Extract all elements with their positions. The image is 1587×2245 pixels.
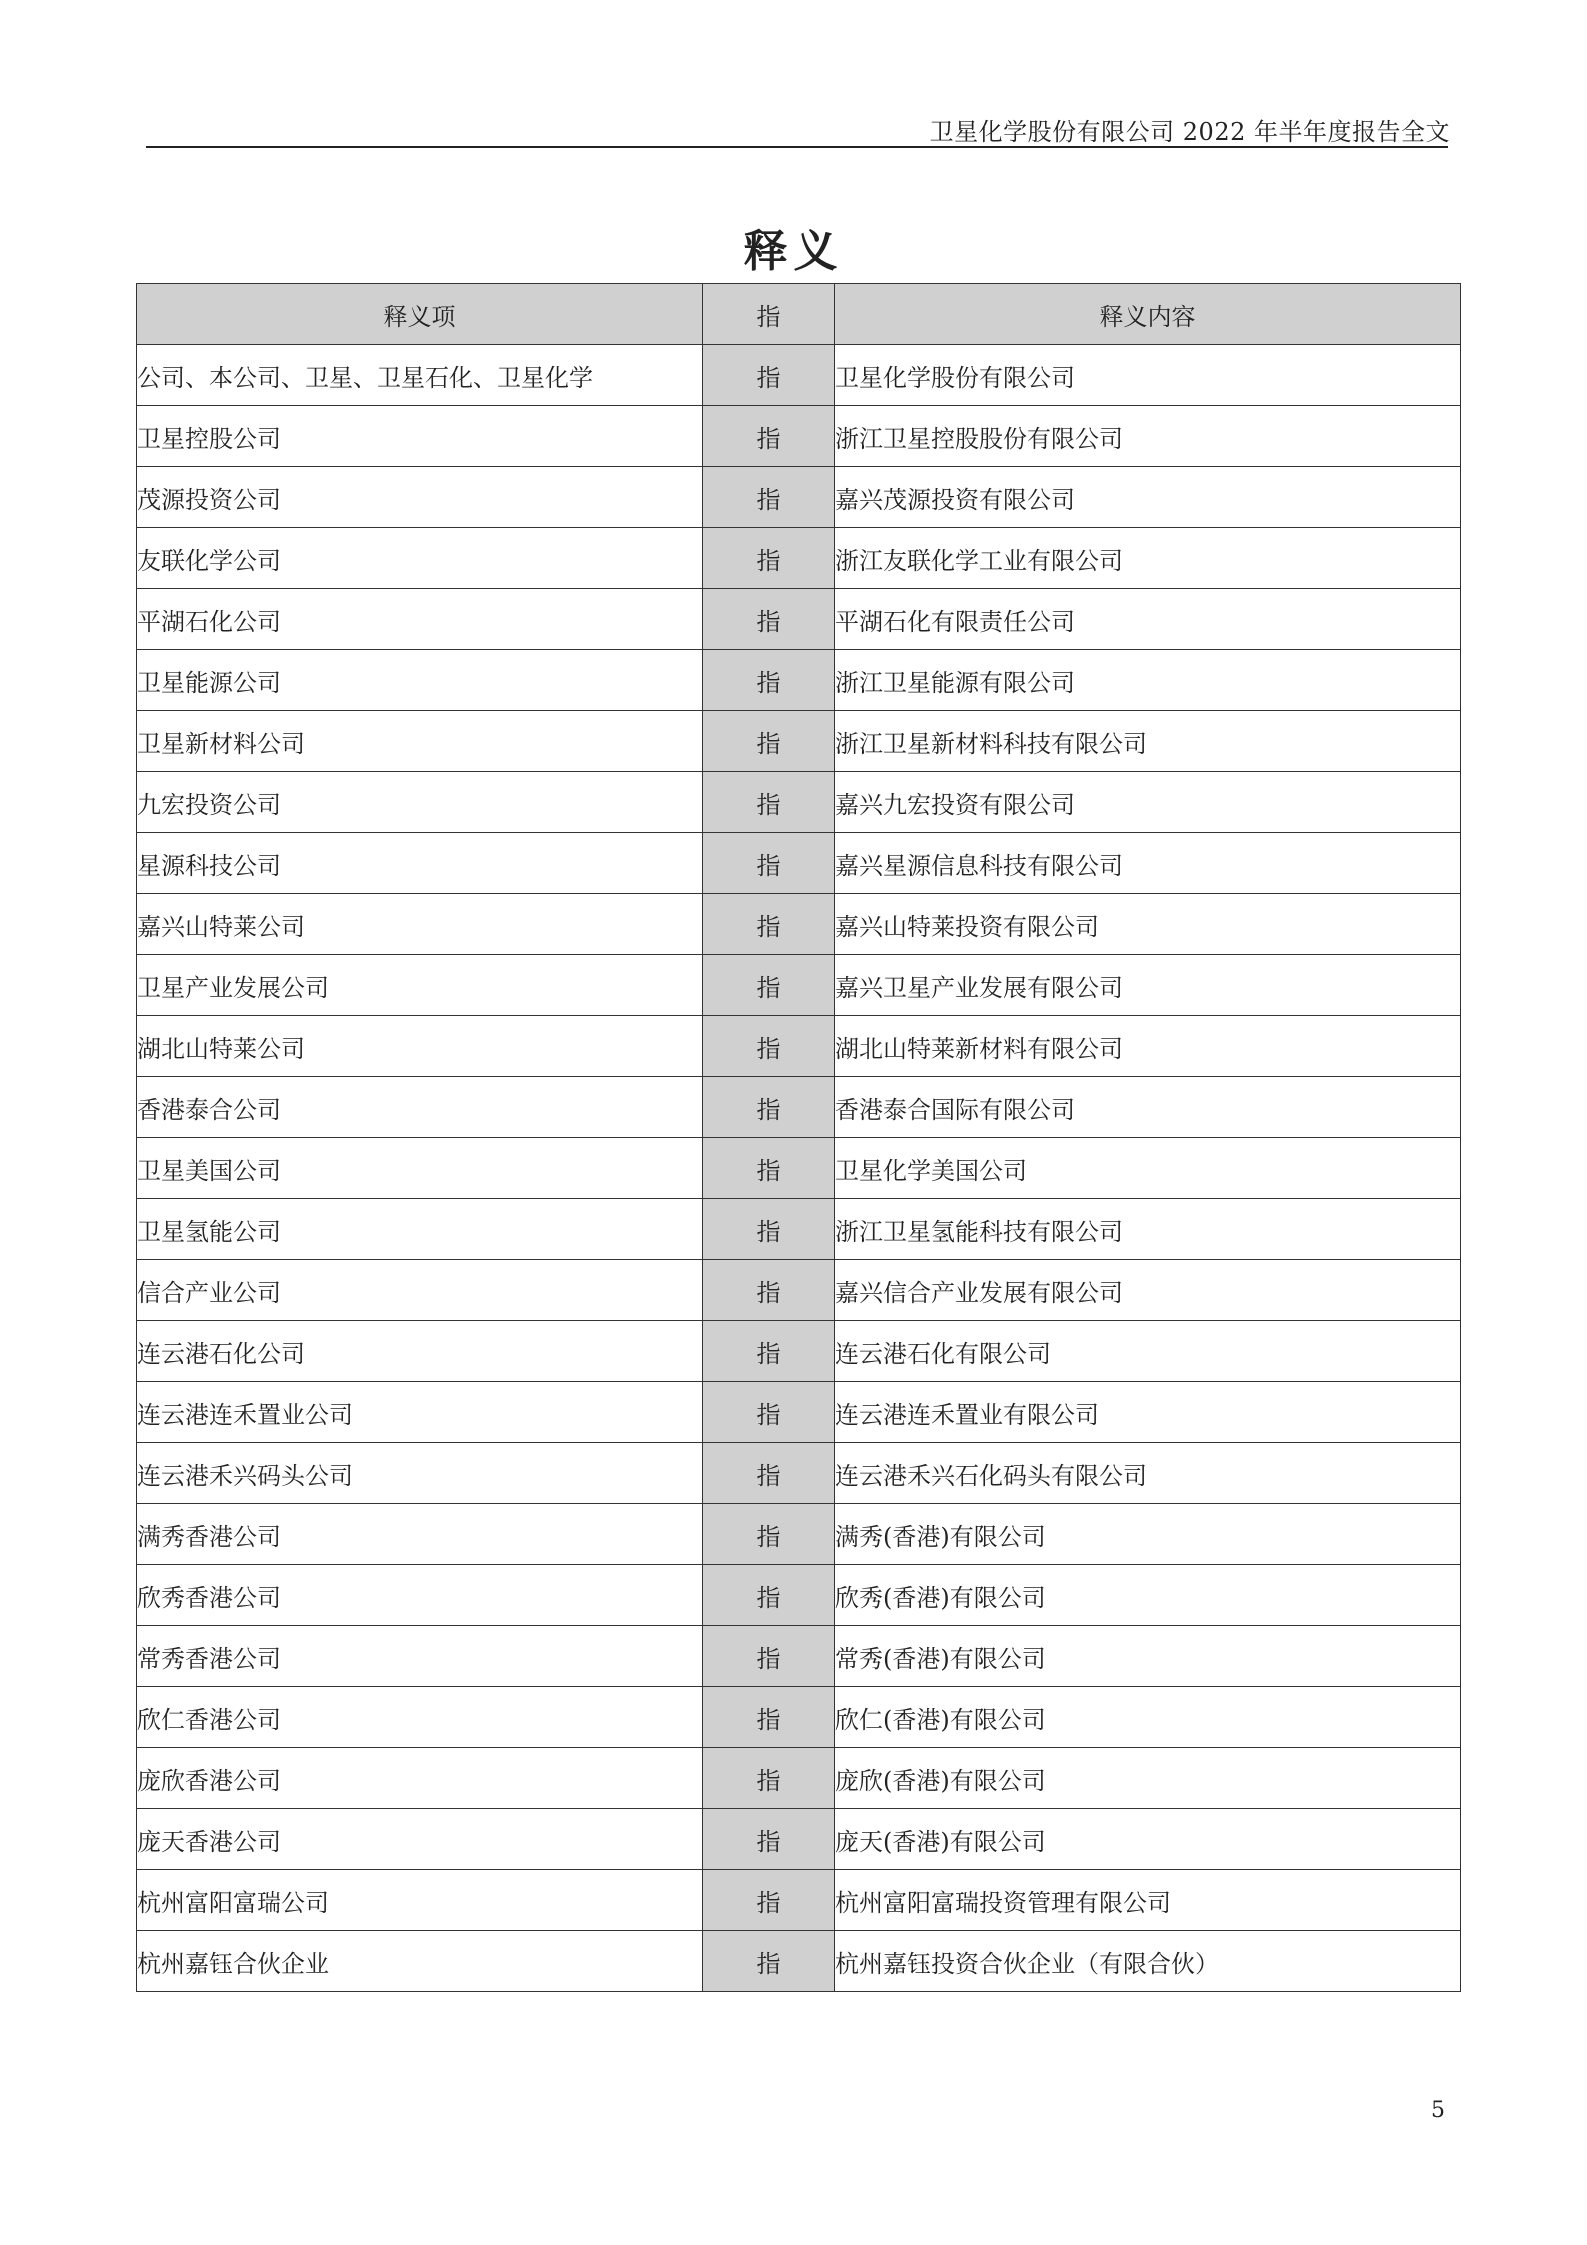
definition-term: 卫星能源公司: [137, 650, 703, 711]
definition-refers: 指: [703, 1809, 835, 1870]
definition-term: 香港泰合公司: [137, 1077, 703, 1138]
definition-refers: 指: [703, 955, 835, 1016]
definition-refers: 指: [703, 1443, 835, 1504]
definition-meaning: 卫星化学美国公司: [835, 1138, 1461, 1199]
definition-meaning: 嘉兴星源信息科技有限公司: [835, 833, 1461, 894]
table-row: [137, 528, 1461, 589]
definition-refers: 指: [703, 1321, 835, 1382]
table-row: [137, 1504, 1461, 1565]
definition-term: 卫星新材料公司: [137, 711, 703, 772]
table-row: [137, 467, 1461, 528]
table-row: [137, 1748, 1461, 1809]
definition-term: 友联化学公司: [137, 528, 703, 589]
definition-term: 信合产业公司: [137, 1260, 703, 1321]
definition-refers: 指: [703, 650, 835, 711]
definition-refers: 指: [703, 711, 835, 772]
table-row: [137, 894, 1461, 955]
definition-meaning: 欣秀(香港)有限公司: [835, 1565, 1461, 1626]
table-row: [137, 406, 1461, 467]
definition-refers: 指: [703, 1687, 835, 1748]
page-number: 5: [1431, 2098, 1445, 2123]
definition-term: 杭州富阳富瑞公司: [137, 1870, 703, 1931]
definition-term: 满秀香港公司: [137, 1504, 703, 1565]
definition-meaning: 嘉兴信合产业发展有限公司: [835, 1260, 1461, 1321]
column-header-term: 释义项: [137, 284, 703, 345]
table-row: [137, 1138, 1461, 1199]
table-row: [137, 1809, 1461, 1870]
definition-refers: 指: [703, 1626, 835, 1687]
definition-meaning: 浙江卫星新材料科技有限公司: [835, 711, 1461, 772]
table-row: [137, 1687, 1461, 1748]
definition-refers: 指: [703, 1870, 835, 1931]
definition-term: 常秀香港公司: [137, 1626, 703, 1687]
definition-meaning: 浙江卫星能源有限公司: [835, 650, 1461, 711]
definition-meaning: 庞天(香港)有限公司: [835, 1809, 1461, 1870]
definition-term: 卫星氢能公司: [137, 1199, 703, 1260]
definition-refers: 指: [703, 1016, 835, 1077]
table-header-row: [137, 284, 1461, 345]
definition-term: 欣仁香港公司: [137, 1687, 703, 1748]
definition-meaning: 连云港石化有限公司: [835, 1321, 1461, 1382]
definition-meaning: 常秀(香港)有限公司: [835, 1626, 1461, 1687]
definition-meaning: 嘉兴九宏投资有限公司: [835, 772, 1461, 833]
definition-refers: 指: [703, 1138, 835, 1199]
definition-meaning: 平湖石化有限责任公司: [835, 589, 1461, 650]
table-row: [137, 1443, 1461, 1504]
definition-term: 卫星美国公司: [137, 1138, 703, 1199]
table-row: [137, 1565, 1461, 1626]
definition-term: 连云港禾兴码头公司: [137, 1443, 703, 1504]
definition-term: 公司、本公司、卫星、卫星石化、卫星化学: [137, 345, 703, 406]
definition-refers: 指: [703, 1382, 835, 1443]
definition-term: 庞天香港公司: [137, 1809, 703, 1870]
table-row: [137, 1931, 1461, 1992]
definition-refers: 指: [703, 345, 835, 406]
definition-term: 卫星产业发展公司: [137, 955, 703, 1016]
table-row: [137, 1016, 1461, 1077]
definition-refers: 指: [703, 1199, 835, 1260]
table-row: [137, 1321, 1461, 1382]
definition-refers: 指: [703, 589, 835, 650]
table-body: [137, 345, 1461, 1992]
definition-refers: 指: [703, 833, 835, 894]
definitions-table: [136, 283, 1461, 1992]
definition-term: 九宏投资公司: [137, 772, 703, 833]
definition-term: 湖北山特莱公司: [137, 1016, 703, 1077]
definition-refers: 指: [703, 467, 835, 528]
definition-meaning: 浙江卫星氢能科技有限公司: [835, 1199, 1461, 1260]
definition-term: 庞欣香港公司: [137, 1748, 703, 1809]
definition-term: 欣秀香港公司: [137, 1565, 703, 1626]
definition-meaning: 连云港禾兴石化码头有限公司: [835, 1443, 1461, 1504]
definition-refers: 指: [703, 1748, 835, 1809]
definition-meaning: 湖北山特莱新材料有限公司: [835, 1016, 1461, 1077]
page-title: 释义: [743, 226, 844, 277]
definition-refers: 指: [703, 1504, 835, 1565]
definition-meaning: 连云港连禾置业有限公司: [835, 1382, 1461, 1443]
definition-refers: 指: [703, 1565, 835, 1626]
definition-refers: 指: [703, 1077, 835, 1138]
definition-refers: 指: [703, 1260, 835, 1321]
definition-refers: 指: [703, 1931, 835, 1992]
definition-term: 杭州嘉钰合伙企业: [137, 1931, 703, 1992]
definition-meaning: 嘉兴茂源投资有限公司: [835, 467, 1461, 528]
table-row: [137, 1626, 1461, 1687]
definition-meaning: 庞欣(香港)有限公司: [835, 1748, 1461, 1809]
definition-refers: 指: [703, 894, 835, 955]
table-row: [137, 772, 1461, 833]
definition-meaning: 浙江卫星控股股份有限公司: [835, 406, 1461, 467]
header-divider: [146, 146, 1448, 148]
definition-meaning: 香港泰合国际有限公司: [835, 1077, 1461, 1138]
definition-meaning: 杭州嘉钰投资合伙企业（有限合伙）: [835, 1931, 1461, 1992]
definition-term: 连云港石化公司: [137, 1321, 703, 1382]
definition-meaning: 嘉兴山特莱投资有限公司: [835, 894, 1461, 955]
definition-meaning: 浙江友联化学工业有限公司: [835, 528, 1461, 589]
definition-meaning: 卫星化学股份有限公司: [835, 345, 1461, 406]
definition-meaning: 欣仁(香港)有限公司: [835, 1687, 1461, 1748]
table-row: [137, 589, 1461, 650]
definition-meaning: 满秀(香港)有限公司: [835, 1504, 1461, 1565]
table-row: [137, 1260, 1461, 1321]
table-row: [137, 1199, 1461, 1260]
column-header-meaning: 释义内容: [835, 284, 1461, 345]
definition-meaning: 杭州富阳富瑞投资管理有限公司: [835, 1870, 1461, 1931]
table-row: [137, 711, 1461, 772]
table-row: [137, 1382, 1461, 1443]
definition-term: 卫星控股公司: [137, 406, 703, 467]
table-row: [137, 1870, 1461, 1931]
table-row: [137, 1077, 1461, 1138]
table-row: [137, 955, 1461, 1016]
definition-refers: 指: [703, 406, 835, 467]
definition-refers: 指: [703, 772, 835, 833]
definition-term: 嘉兴山特莱公司: [137, 894, 703, 955]
definition-term: 连云港连禾置业公司: [137, 1382, 703, 1443]
running-header: 卫星化学股份有限公司 2022 年半年度报告全文: [929, 118, 1450, 146]
definition-term: 茂源投资公司: [137, 467, 703, 528]
table-row: [137, 650, 1461, 711]
definition-term: 星源科技公司: [137, 833, 703, 894]
table-row: [137, 833, 1461, 894]
definition-term: 平湖石化公司: [137, 589, 703, 650]
definition-refers: 指: [703, 528, 835, 589]
definition-meaning: 嘉兴卫星产业发展有限公司: [835, 955, 1461, 1016]
table-row: [137, 345, 1461, 406]
column-header-refers: 指: [703, 284, 835, 345]
